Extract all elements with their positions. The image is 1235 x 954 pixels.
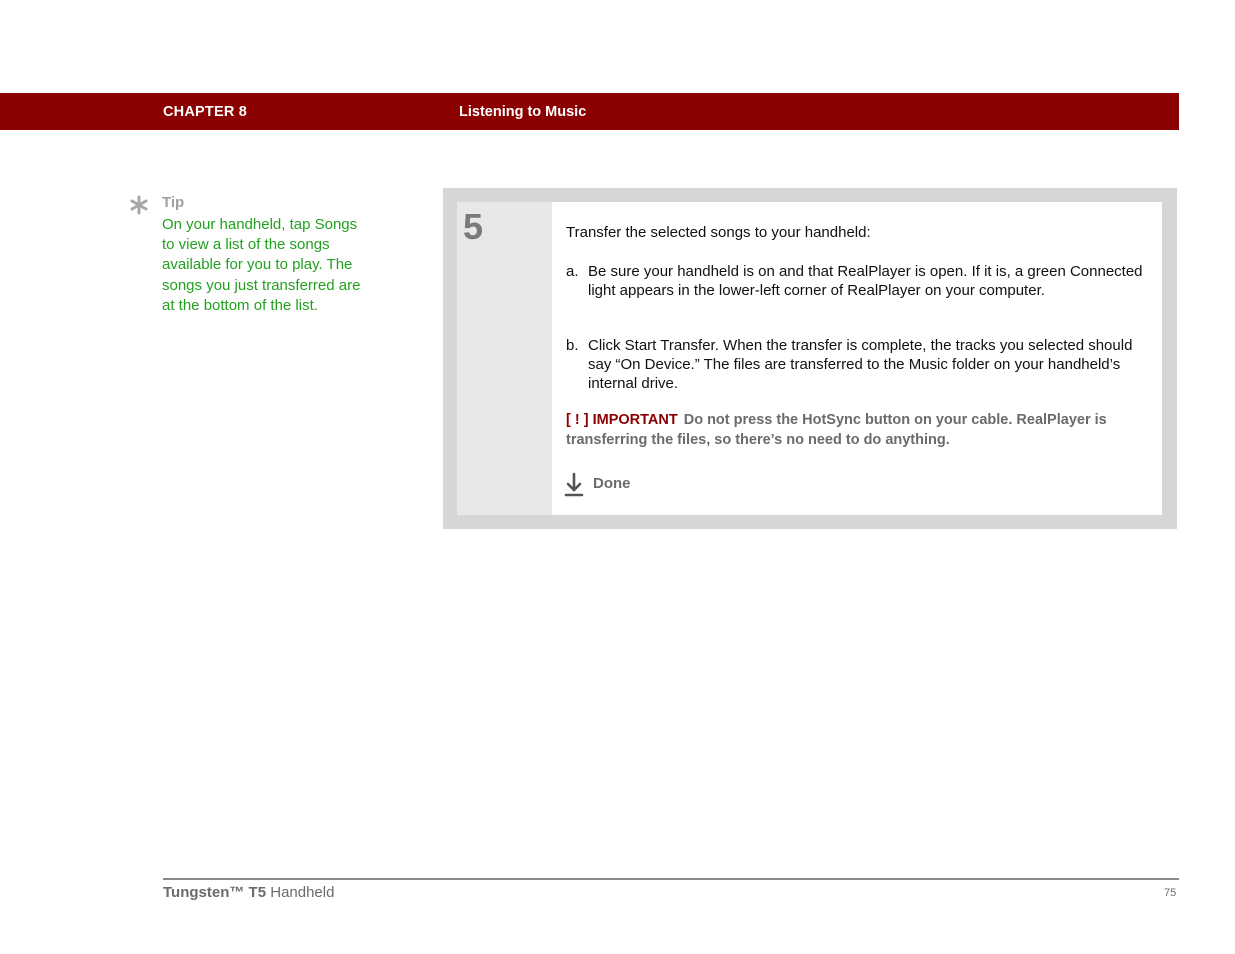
step-number: 5: [463, 206, 484, 247]
important-bracket-open: [: [566, 412, 575, 428]
list-item-text: Be sure your handheld is on and that RealPlayer is open. If it is, a green Connected light appears in the lower-left corner of RealPlayer on your computer.: [588, 263, 1143, 299]
important-text: Do not press the HotSync button on your cable. RealPlayer is transferring the files, so there’s no need to do anything.: [566, 412, 1107, 448]
footer-product-rest: Handheld: [266, 884, 335, 901]
done-label: Done: [593, 475, 631, 492]
footer-product-name: [163, 884, 334, 901]
list-item: [566, 336, 1151, 393]
chapter-title: Listening to Music: [459, 104, 587, 120]
arrow-down-to-line-icon: [564, 472, 584, 498]
important-note: [566, 410, 1156, 450]
asterisk-icon: [129, 195, 149, 215]
list-item-text: Click Start Transfer. When the transfer is complete, the tracks you selected should say “On Device.” The files are transferred to the Music folder on your handheld’s internal drive.: [588, 337, 1133, 392]
step-number-column: [457, 202, 552, 515]
list-item-marker: b.: [566, 337, 579, 354]
page-number: 75: [1164, 887, 1177, 899]
tip-text: On your handheld, tap Songs to view a list of the songs available for you to play. The songs you just transferred are at the bottom of the list.: [162, 216, 361, 314]
important-label: IMPORTANT: [592, 412, 678, 428]
footer-product-bold: Tungsten™ T5: [163, 884, 267, 901]
exclamation-icon: !: [574, 412, 580, 428]
chapter-label: CHAPTER 8: [163, 104, 247, 120]
list-item: [566, 262, 1151, 300]
list-item-marker: a.: [566, 263, 579, 280]
step-intro: Transfer the selected songs to your handheld:: [566, 224, 871, 241]
important-bracket-close: ]: [579, 412, 589, 428]
tip-label: Tip: [162, 194, 185, 211]
footer-divider: [163, 878, 1179, 880]
